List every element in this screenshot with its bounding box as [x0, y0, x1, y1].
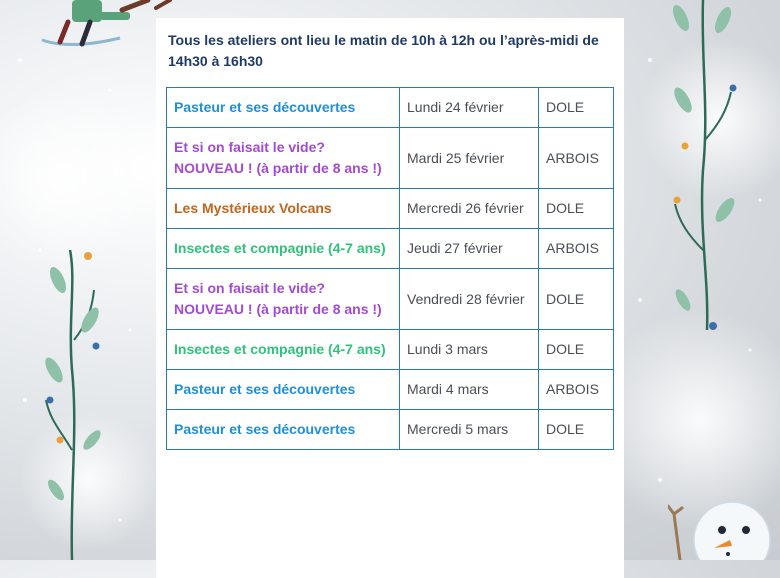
table-row [167, 189, 614, 229]
workshop-title: Et si on faisait le vide? NOUVEAU ! (à partir de 8 ans !) [167, 128, 400, 189]
workshop-date: Jeudi 27 février [400, 229, 539, 269]
workshop-location: DOLE [539, 189, 614, 229]
workshop-date: Mercredi 5 mars [400, 410, 539, 450]
workshop-location: ARBOIS [539, 128, 614, 189]
workshop-location: ARBOIS [539, 229, 614, 269]
workshop-location: DOLE [539, 269, 614, 330]
table-row [167, 229, 614, 269]
workshop-date: Mardi 4 mars [400, 370, 539, 410]
workshop-title: Et si on faisait le vide? NOUVEAU ! (à partir de 8 ans !) [167, 269, 400, 330]
plant-illustration-right [665, 0, 740, 340]
table-row [167, 330, 614, 370]
schedule-panel [156, 18, 624, 578]
workshop-date: Mercredi 26 février [400, 189, 539, 229]
workshop-title: Pasteur et ses découvertes [167, 410, 400, 450]
workshop-location: DOLE [539, 410, 614, 450]
snowman-illustration [668, 496, 780, 560]
workshop-date: Vendredi 28 février [400, 269, 539, 330]
workshop-title: Insectes et compagnie (4-7 ans) [167, 229, 400, 269]
table-row [167, 128, 614, 189]
workshop-title: Les Mystérieux Volcans [167, 189, 400, 229]
plant-illustration-left [40, 250, 110, 560]
schedule-intro: Tous les ateliers ont lieu le matin de 10h à 12h ou l’après-midi de 14h30 à 16h30 [168, 32, 599, 69]
workshop-date: Lundi 24 février [400, 88, 539, 128]
workshop-location: DOLE [539, 88, 614, 128]
workshop-date: Mardi 25 février [400, 128, 539, 189]
table-row [167, 269, 614, 330]
schedule-table [166, 87, 614, 450]
workshop-title: Pasteur et ses découvertes [167, 370, 400, 410]
workshop-location: ARBOIS [539, 370, 614, 410]
table-row [167, 370, 614, 410]
workshop-title: Pasteur et ses découvertes [167, 88, 400, 128]
workshop-title: Insectes et compagnie (4-7 ans) [167, 330, 400, 370]
workshop-date: Lundi 3 mars [400, 330, 539, 370]
table-row [167, 410, 614, 450]
workshop-location: DOLE [539, 330, 614, 370]
table-row [167, 88, 614, 128]
